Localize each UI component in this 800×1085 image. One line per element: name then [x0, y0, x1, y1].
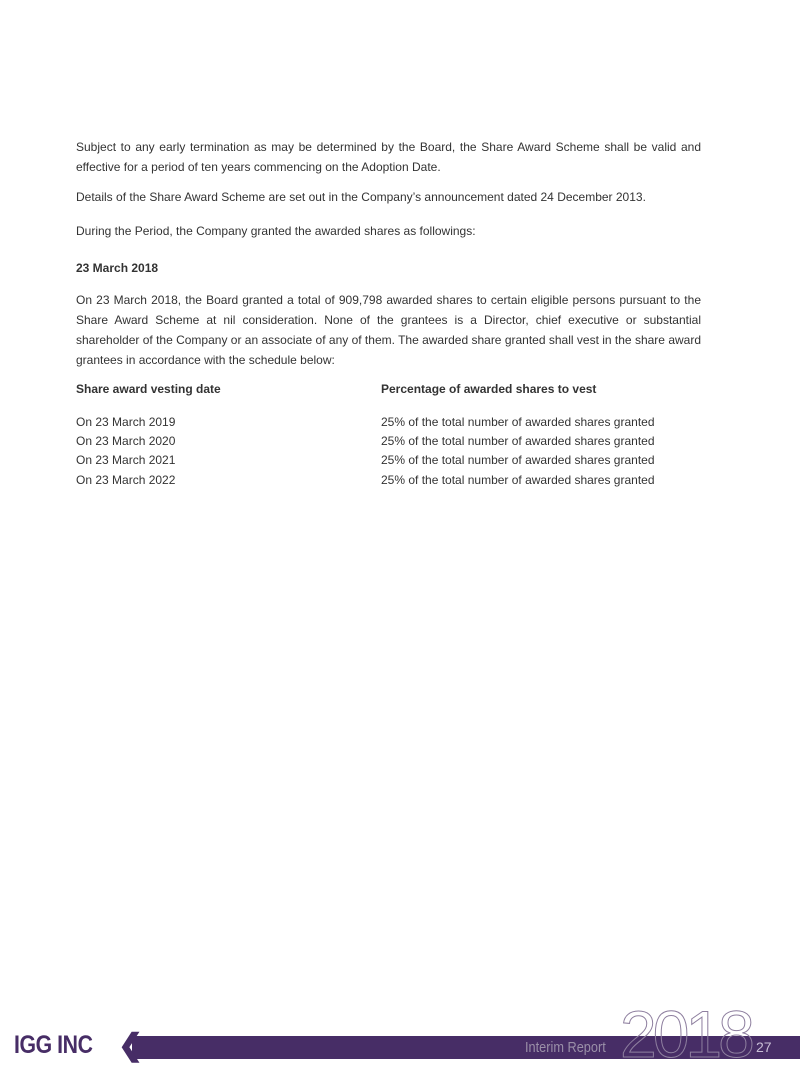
vesting-date: On 23 March 2022: [76, 473, 176, 487]
table-row: [76, 431, 701, 451]
paragraph-details: Details of the Share Award Scheme are set out in the Company’s announcement dated 24 December 2013.: [76, 190, 646, 204]
chevron-left-icon: ❮: [118, 1029, 144, 1062]
vesting-percentage: 25% of the total number of awarded shares granted: [381, 473, 655, 487]
vesting-date: On 23 March 2019: [76, 415, 176, 429]
header-percentage: Percentage of awarded shares to vest: [381, 382, 597, 396]
table-row: [76, 412, 701, 432]
section-paragraph: On 23 March 2018, the Board granted a total of 909,798 awarded shares to certain eligible persons pursuant to the Share Award Scheme at nil consideration. None of the grantees is a Director, chief executive or substantial shareholder of the Company or an associate of any of them. The awarded share granted shall vest in the share award grantees in accordance with the schedule below:: [76, 293, 701, 367]
vesting-percentage: 25% of the total number of awarded shares granted: [381, 415, 655, 429]
vesting-percentage: 25% of the total number of awarded shares granted: [381, 453, 655, 467]
header-vesting-date: Share award vesting date: [76, 382, 221, 396]
page-number: 27: [756, 1039, 772, 1055]
vesting-date: On 23 March 2021: [76, 453, 176, 467]
table-row: [76, 450, 701, 470]
report-year: 2018: [620, 997, 751, 1071]
report-label: Interim Report: [525, 1039, 606, 1056]
paragraph-granted: During the Period, the Company granted the awarded shares as followings:: [76, 224, 476, 238]
paragraph-validity: Subject to any early termination as may be determined by the Board, the Share Award Scheme shall be valid and effective for a period of ten years commencing on the Adoption Date.: [76, 140, 701, 174]
section-heading: 23 March 2018: [76, 261, 159, 275]
table-row: [76, 470, 701, 490]
company-logo: IGG INC: [14, 1031, 93, 1059]
vesting-percentage: 25% of the total number of awarded shares granted: [381, 434, 655, 448]
table-header: [76, 379, 701, 399]
vesting-date: On 23 March 2020: [76, 434, 176, 448]
